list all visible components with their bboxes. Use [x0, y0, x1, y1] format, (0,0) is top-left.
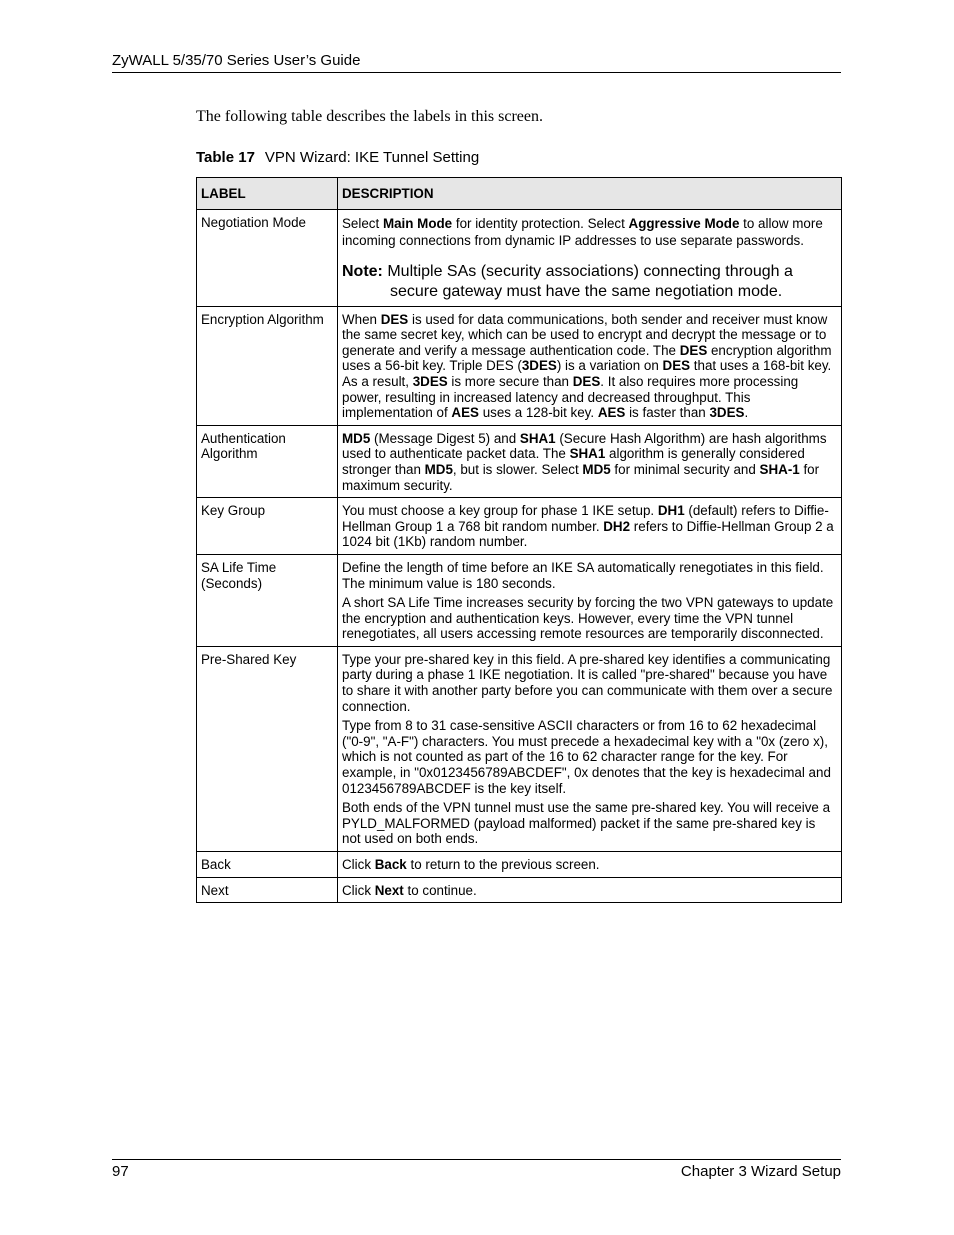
- text-run: , but is slower. Select: [452, 461, 583, 477]
- text-run: ) is a variation on: [556, 358, 663, 374]
- bold-term: MD5: [424, 461, 453, 477]
- text-run: You must choose a key group for phase 1 IKE setup.: [342, 503, 658, 519]
- table-row: [197, 306, 842, 425]
- bold-term: MD5: [342, 430, 371, 446]
- row-label: Back: [197, 852, 338, 878]
- description-paragraph: [342, 857, 837, 873]
- text-run: A short SA Life Time increases security by forcing the two VPN gateways to update the encryption and authentication keys. However, every time the VPN tunnel renegotiates, all users accessing remote resources are temporarily disconnected.: [342, 595, 834, 642]
- bold-term: Aggressive Mode: [628, 215, 740, 231]
- text-run: Select: [342, 215, 383, 231]
- text-run: is more secure than: [447, 373, 573, 389]
- text-run: . It also requires more processing power, resulting in increased latency and decreased throughput. This implementation of: [342, 373, 799, 421]
- description-paragraph: [342, 215, 837, 250]
- bold-term: SHA-1: [759, 461, 800, 477]
- table-title: VPN Wizard: IKE Tunnel Setting: [264, 149, 480, 166]
- text-run: (default) refers to Diffie-Hellman Group 1 a 768 bit random number.: [342, 503, 829, 534]
- bold-term: 3DES: [412, 373, 448, 389]
- description-paragraph: [342, 652, 837, 714]
- intro-text: The following table describes the labels in this screen.: [196, 108, 544, 125]
- text-run: Define the length of time before an IKE SA automatically renegotiates in this field. The minimum value is 180 seconds.: [342, 559, 824, 591]
- text-run: (Message Digest 5) and: [370, 430, 520, 446]
- bold-term: 3DES: [709, 405, 745, 421]
- text-run: Type from 8 to 31 case-sensitive ASCII characters or from 16 to 62 hexadecimal ("0-9", "A-F") characters. You must precede a hexadecimal key with a "0x (zero x), which is not counted as part of the 16 to 62 character range for the key. For example, in "0x0123456789ABCDEF", 0x denotes that the key is hexadecimal and 0123456789ABCDEF is the key itself.: [342, 718, 831, 796]
- text-run: refers to Diffie-Hellman Group 2 a 1024 bit (1Kb) random number.: [342, 518, 834, 550]
- bold-term: DES: [572, 373, 601, 389]
- row-description: [338, 852, 842, 878]
- note-text: Multiple SAs (security associations) connecting through a secure gateway must have the same negotiation mode.: [387, 262, 793, 300]
- text-run: for identity protection. Select: [452, 215, 629, 231]
- row-label: Pre-Shared Key: [197, 646, 338, 851]
- page-number: 97: [112, 1163, 129, 1180]
- row-label: SA Life Time (Seconds): [197, 554, 338, 646]
- description-paragraph: [342, 883, 837, 899]
- bold-term: AES: [451, 405, 479, 421]
- text-run: When: [342, 311, 381, 327]
- row-label: Negotiation Mode: [197, 209, 338, 306]
- table-row: [197, 425, 842, 497]
- page-footer: [112, 1159, 841, 1180]
- column-header-description: DESCRIPTION: [338, 178, 842, 210]
- row-label: Authentication Algorithm: [197, 425, 338, 497]
- description-paragraph: [342, 595, 837, 642]
- bold-term: DES: [380, 311, 409, 327]
- bold-term: Back: [374, 857, 407, 872]
- table-row: [197, 209, 842, 306]
- note: [342, 262, 837, 302]
- row-label: Next: [197, 877, 338, 903]
- table-row: [197, 877, 842, 903]
- bold-term: DH1: [657, 503, 685, 519]
- text-run: is faster than: [625, 405, 710, 421]
- text-run: encryption algorithm uses a 56-bit key. Triple DES (: [342, 342, 832, 374]
- description-paragraph: [342, 800, 837, 847]
- text-run: for minimal security and: [610, 461, 760, 477]
- text-run: to return to the previous screen.: [406, 857, 600, 872]
- text-run: uses a 128-bit key.: [478, 405, 598, 421]
- description-paragraph: [342, 560, 837, 591]
- description-paragraph: [342, 312, 837, 421]
- text-run: to allow more incoming connections from dynamic IP addresses to use separate passwords.: [342, 215, 823, 249]
- text-run: is used for data communications, both sender and receiver must know the same secret key, which can be used to encrypt and decrypt the message or to generate and verify a message authentication code. The: [342, 311, 828, 358]
- chapter-title: Chapter 3 Wizard Setup: [680, 1163, 841, 1180]
- text-run: Type your pre-shared key in this field. A pre-shared key identifies a communicating party during a phase 1 IKE negotiation. It is called "pre-shared" because you have to share it with another party before you can communicate with them over a secure connection.: [342, 651, 833, 714]
- description-paragraph: [342, 718, 837, 796]
- row-label: Encryption Algorithm: [197, 306, 338, 425]
- table-row: [197, 852, 842, 878]
- running-header: [112, 52, 841, 73]
- description-paragraph: [342, 503, 837, 550]
- labels-table: [196, 177, 842, 903]
- table-caption: [196, 149, 479, 166]
- table-row: [197, 498, 842, 555]
- bold-term: Next: [374, 882, 404, 898]
- text-run: Click: [342, 857, 375, 872]
- bold-term: DES: [662, 358, 691, 374]
- table-row: [197, 554, 842, 646]
- text-run: that uses a 168-bit key. As a result,: [342, 358, 832, 389]
- text-run: to continue.: [403, 882, 477, 898]
- row-description: [338, 425, 842, 497]
- text-run: algorithm is generally considered stronger than: [342, 446, 805, 477]
- row-description: [338, 498, 842, 555]
- table-row: [197, 646, 842, 851]
- note-label: Note:: [342, 262, 383, 280]
- text-run: Click: [342, 882, 375, 898]
- bold-term: MD5: [582, 461, 611, 477]
- column-header-label: LABEL: [197, 178, 338, 210]
- bold-term: Main Mode: [382, 215, 453, 231]
- table-number: Table 17: [196, 149, 255, 166]
- bold-term: 3DES: [521, 358, 557, 374]
- row-description: [338, 877, 842, 903]
- bold-term: SHA1: [569, 446, 606, 462]
- row-label: Key Group: [197, 498, 338, 555]
- text-run: Both ends of the VPN tunnel must use the same pre-shared key. You will receive a PYLD_MALFORMED (payload malformed) packet if the same pre-shared key is not used on both ends.: [342, 800, 831, 847]
- row-description: [338, 209, 842, 306]
- header-title: ZyWALL 5/35/70 Series User’s Guide: [112, 52, 361, 69]
- row-description: [338, 646, 842, 851]
- table-header-row: [197, 178, 842, 210]
- text-run: for maximum security.: [342, 461, 820, 493]
- text-run: .: [744, 405, 749, 421]
- row-description: [338, 554, 842, 646]
- bold-term: AES: [597, 405, 626, 421]
- text-run: (Secure Hash Algorithm) are hash algorithms used to authenticate packet data. The: [342, 430, 827, 462]
- description-paragraph: [342, 431, 837, 493]
- bold-term: DH2: [603, 518, 631, 534]
- row-description: [338, 306, 842, 425]
- bold-term: SHA1: [519, 430, 556, 446]
- bold-term: DES: [679, 342, 708, 358]
